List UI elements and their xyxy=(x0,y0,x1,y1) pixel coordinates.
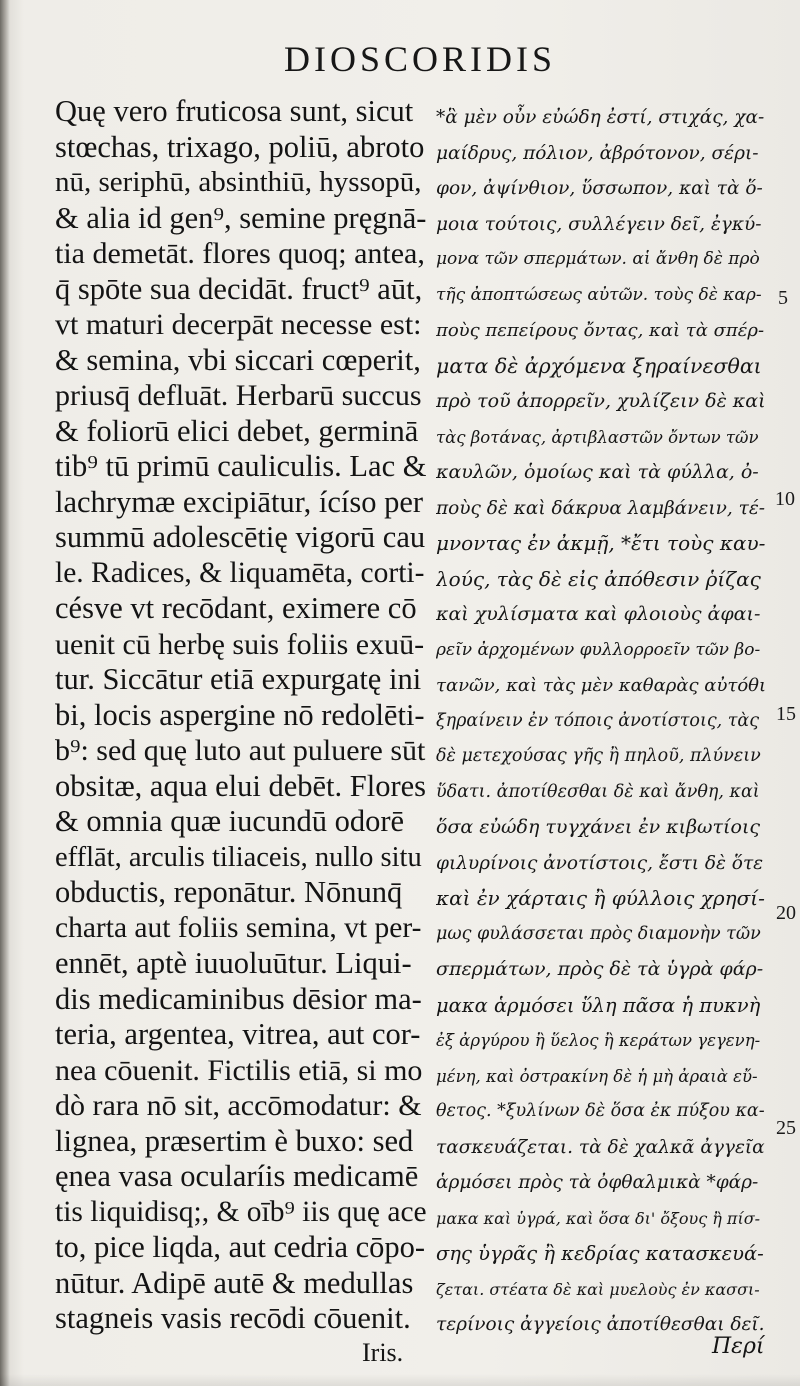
latin-text-line: Quę vero fruticosa sunt, sicut xyxy=(55,94,414,128)
greek-text-line: μονα τῶν σπερμάτων. αἱ ἄνθη δὲ πρὸ xyxy=(436,249,760,269)
latin-text-line: obductis, reponātur. Nōnunq̄ xyxy=(55,875,403,909)
greek-text-line: σπερμάτων, πρὸς δὲ τὰ ὑγρὰ φάρ- xyxy=(436,958,764,980)
greek-text-line: ξηραίνειν ἐν τόποις ἀνοτίστοις, τὰς xyxy=(436,710,760,731)
latin-text-line: q̄ spōte sua decidāt. fruct⁹ aūt, xyxy=(55,271,423,306)
page-gutter-shadow xyxy=(0,0,10,1386)
latin-text-line: priusq̄ defluāt. Herbarū succus xyxy=(55,379,422,412)
latin-text-line: & foliorū elici debet, germinā xyxy=(55,413,419,448)
latin-text-line: & semina, vbi siccari cœperit, xyxy=(55,342,421,377)
greek-text-line: μνοντας ἐν ἀκμῇ, *ἔτι τοὺς καυ- xyxy=(436,531,766,555)
margin-line-number-5: 5 xyxy=(778,287,788,309)
greek-text-line: δὲ μετεχούσας γῆς ἢ πηλοῦ, πλύνειν xyxy=(436,746,761,766)
margin-line-number-15: 15 xyxy=(776,703,796,725)
greek-text-line: τῆς ἀποπτώσεως αὐτῶν. τοὺς δὲ καρ- xyxy=(436,284,762,305)
greek-text-line: τανῶν, καὶ τὰς μὲν καθαρὰς αὐτόθι xyxy=(436,675,766,696)
latin-text-line: nea cōuenit. Fictilis etiā, si mo xyxy=(55,1053,423,1087)
latin-text-line: teria, argentea, vitrea, aut cor- xyxy=(55,1017,421,1051)
greek-text-line: καὶ ἐν χάρταις ἢ φύλλοις χρησί- xyxy=(436,886,765,910)
catchword-latin: Iris. xyxy=(362,1338,404,1367)
greek-text-line: ἁρμόσει πρὸς τὰ ὀφθαλμικὰ *φάρ- xyxy=(436,1172,759,1193)
greek-text-line: μως φυλάσσεται πρὸς διαμονὴν τῶν xyxy=(436,923,761,944)
latin-text-line: dò rara nō sit, accōmodatur: & xyxy=(55,1089,422,1122)
latin-text-line: vt maturi decerpāt necesse est: xyxy=(55,308,422,341)
latin-text-line: & alia id gen⁹, semine pręgnā- xyxy=(55,200,427,235)
latin-text-line: lignea, præsertim è buxo: sed xyxy=(55,1123,414,1158)
latin-text-line: stagneis vasis recōdi cōuenit. xyxy=(55,1301,411,1335)
running-head: DIOSCORIDIS xyxy=(283,39,557,79)
greek-text-column xyxy=(436,100,766,1343)
greek-text-line: φιλυρίνοις ἀνοτίστοις, ἔστι δὲ ὅτε xyxy=(436,852,764,874)
latin-text-line: le. Radices, & liquamēta, corti- xyxy=(55,556,425,589)
latin-text-line: stœchas, trixago, poliū, abroto xyxy=(55,129,425,164)
latin-text-line: ennēt, aptè iuuoluūtur. Liqui- xyxy=(55,946,412,980)
greek-text-line: μακα ἁρμόσει ὕλη πᾶσα ἡ πυκνὴ xyxy=(436,993,761,1017)
latin-text-line: uenit cū herbę suis foliis exuū- xyxy=(55,627,425,661)
latin-text-line: obsitæ, aqua elui debēt. Flores xyxy=(55,768,427,803)
greek-text-line: μοια τούτοις, συλλέγειν δεῖ, ἐγκύ- xyxy=(436,213,762,235)
greek-text-line: ρεῖν ἀρχομένων φυλλορροεῖν τῶν βο- xyxy=(436,639,761,660)
latin-text-line: to, pice liqda, aut cedria cōpo- xyxy=(55,1230,426,1264)
greek-text-line: θετος. *ξυλίνων δὲ ὅσα ἐκ πύξου κα- xyxy=(436,1101,765,1121)
greek-text-line: τερίνοις ἀγγείοις ἀποτίθεσθαι δεῖ. xyxy=(436,1314,765,1335)
margin-line-number-10: 10 xyxy=(775,488,795,510)
greek-text-line: ποὺς πεπείρους ὄντας, καὶ τὰ σπέρ- xyxy=(436,320,765,341)
greek-text-line: *ἃ μὲν οὖν εὐώδη ἐστί, στιχάς, χα- xyxy=(436,107,765,128)
greek-text-line: ποὺς δὲ καὶ δάκρυα λαμβάνειν, τέ- xyxy=(436,497,766,519)
greek-text-line: σης ὑγρᾶς ἢ κεδρίας κατασκευά- xyxy=(436,1242,764,1265)
latin-text-line: tis liquidisq;, & oīb⁹ iis quę ace xyxy=(55,1195,427,1228)
latin-text-line: nūtur. Adipē autē & medullas xyxy=(55,1265,414,1300)
latin-text-line: bi, locis aspergine nō redolēti- xyxy=(55,697,425,732)
greek-text-line: καὶ χυλίσματα καὶ φλοιοὺς ἀφαι- xyxy=(436,603,761,625)
greek-text-line: φον, ἀψίνθιον, ὕσσωπον, καὶ τὰ ὅ- xyxy=(436,178,763,199)
greek-text-line: μαίδρυς, πόλιον, ἀβρότονον, σέρι- xyxy=(436,142,759,164)
greek-text-line: καυλῶν, ὁμοίως καὶ τὰ φύλλα, ὀ- xyxy=(436,461,759,483)
latin-text-line: ęnea vasa ocularíis medicamē xyxy=(55,1159,419,1193)
latin-text-line: charta aut foliis semina, vt per- xyxy=(55,911,422,944)
latin-text-line: & omnia quæ iucundū odorē xyxy=(55,804,405,838)
latin-text-line: césve vt recōdant, eximere cō xyxy=(55,591,417,625)
latin-text-line: nū, seriphū, absinthiū, hyssopū, xyxy=(55,166,422,198)
latin-text-line: summū adolescētię vigorū cau xyxy=(55,520,426,554)
margin-line-number-25: 25 xyxy=(776,1117,796,1139)
greek-text-line: τὰς βοτάνας, ἀρτιβλαστῶν ὄντων τῶν xyxy=(436,427,759,447)
margin-line-number-20: 20 xyxy=(776,902,796,924)
greek-text-line: μένη, καὶ ὀστρακίνη δὲ ἡ μὴ ἀραιὰ εὔ- xyxy=(436,1066,758,1086)
latin-text-line: tib⁹ tū primū cauliculis. Lac & xyxy=(55,449,427,483)
latin-text-line: dis medicaminibus dēsior ma- xyxy=(55,981,422,1016)
latin-text-line: lachrymæ excipiātur, ícíso per xyxy=(55,484,424,519)
latin-text-line: tia demetāt. flores quoq; antea, xyxy=(55,237,425,270)
greek-text-line: πρὸ τοῦ ἀπορρεῖν, χυλίζειν δὲ καὶ xyxy=(436,390,766,412)
catchword-greek: Περί xyxy=(712,1334,765,1359)
greek-text-line: ἐξ ἀργύρου ἢ ὕελος ἢ κεράτων γεγενη- xyxy=(436,1031,761,1050)
greek-text-line: τασκευάζεται. τὰ δὲ χαλκᾶ ἀγγεῖα xyxy=(436,1136,765,1158)
greek-text-line: ματα δὲ ἀρχόμενα ξηραίνεσθαι xyxy=(436,353,762,378)
latin-text-line: efflāt, arculis tiliaceis, nullo situ xyxy=(55,841,422,873)
greek-text-line: ὕδατι. ἀποτίθεσθαι δὲ καὶ ἄνθη, καὶ xyxy=(436,781,760,802)
greek-text-line: μακα καὶ ὑγρά, καὶ ὅσα δι' ὄξους ἢ πίσ- xyxy=(436,1208,761,1228)
latin-text-line: b⁹: sed quę luto aut puluere sūt xyxy=(55,734,426,767)
page-bottom-shade xyxy=(0,1374,800,1386)
greek-text-line: ὅσα εὐώδη τυγχάνει ἐν κιβωτίοις xyxy=(436,816,761,838)
latin-text-column xyxy=(55,94,427,1337)
greek-text-line: λούς, τὰς δὲ εἰς ἀπόθεσιν ῥίζας xyxy=(436,566,761,591)
latin-text-line: tur. Siccātur etiā expurgatę ini xyxy=(55,662,422,696)
greek-text-line: ζεται. στέατα δὲ καὶ μυελοὺς ἐν κασσι- xyxy=(436,1279,760,1299)
